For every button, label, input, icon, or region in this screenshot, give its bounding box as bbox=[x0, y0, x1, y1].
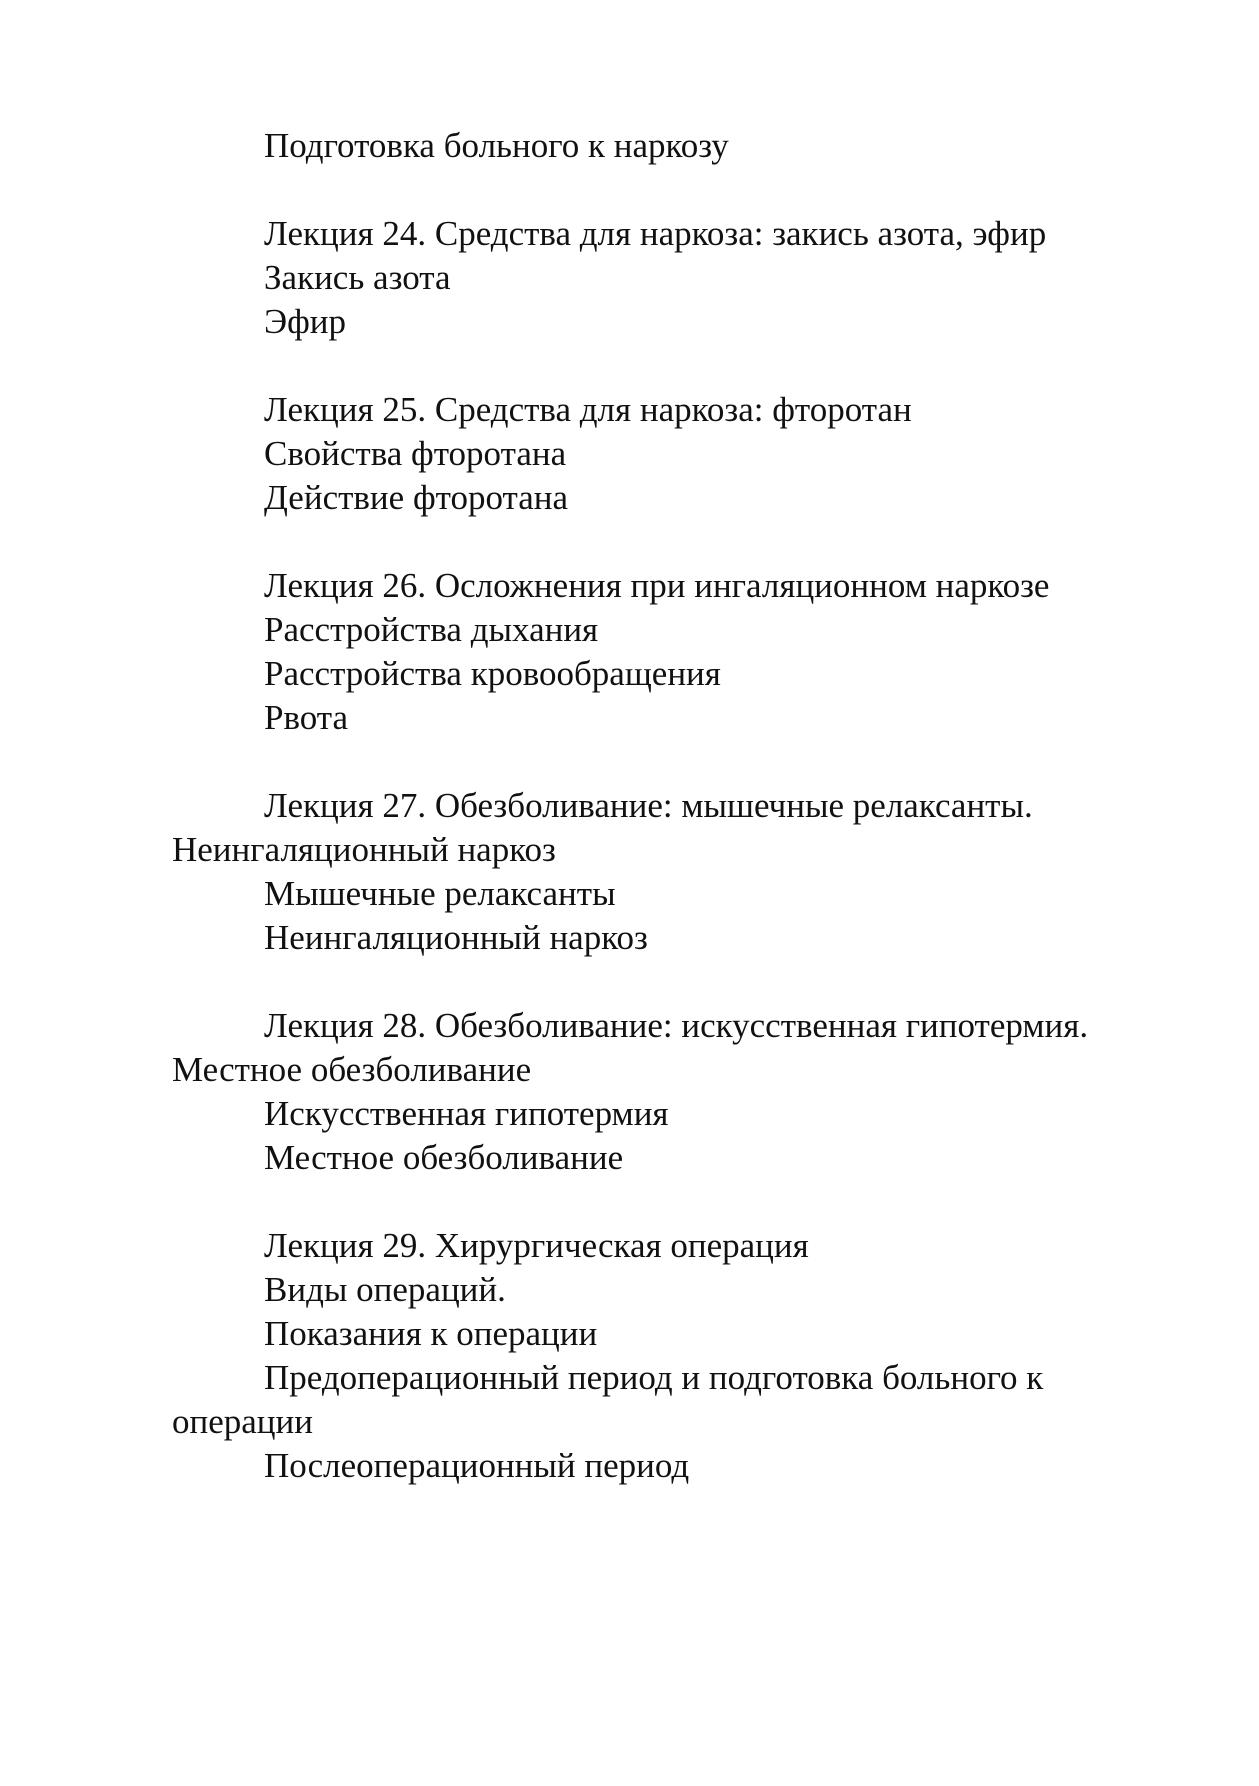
topic-line: Искусственная гипотермия bbox=[264, 1094, 669, 1133]
topic-line: Послеоперационный период bbox=[264, 1446, 690, 1485]
topic-line: Свойства фторотана bbox=[264, 434, 567, 473]
lecture-heading-29: Лекция 29. Хирургическая операция bbox=[264, 1226, 809, 1265]
topic-line: Эфир bbox=[264, 302, 347, 341]
section-line: Подготовка больного к наркозу bbox=[264, 126, 729, 165]
spacer bbox=[172, 520, 1132, 564]
spacer bbox=[172, 740, 1132, 784]
topic-line: Предоперационный период и подготовка больного к операции bbox=[172, 1358, 1044, 1441]
topic-line: Действие фторотана bbox=[264, 478, 569, 517]
lecture-heading-26: Лекция 26. Осложнения при ингаляционном наркозе bbox=[264, 566, 1050, 605]
lecture-heading-27: Лекция 27. Обезболивание: мышечные релаксанты. Неингаляционный наркоз bbox=[172, 786, 1033, 869]
spacer bbox=[172, 1180, 1132, 1224]
topic-line: Расстройства дыхания bbox=[264, 610, 599, 649]
spacer bbox=[172, 168, 1132, 212]
spacer bbox=[172, 344, 1132, 388]
lecture-heading-24: Лекция 24. Средства для наркоза: закись азота, эфир bbox=[264, 214, 1047, 253]
topic-line: Неингаляционный наркоз bbox=[264, 918, 648, 957]
topic-line: Рвота bbox=[264, 698, 349, 737]
topic-line: Показания к операции bbox=[264, 1314, 598, 1353]
lecture-heading-25: Лекция 25. Средства для наркоза: фторотан bbox=[264, 390, 912, 429]
topic-line: Мышечные релаксанты bbox=[264, 874, 616, 913]
topic-line: Виды операций. bbox=[264, 1270, 506, 1309]
lecture-heading-28: Лекция 28. Обезболивание: искусственная гипотермия. Местное обезболивание bbox=[172, 1006, 1089, 1089]
topic-line: Расстройства кровообращения bbox=[264, 654, 721, 693]
topic-line: Местное обезболивание bbox=[264, 1138, 624, 1177]
document-body bbox=[172, 124, 1132, 1488]
spacer bbox=[172, 960, 1132, 1004]
topic-line: Закись азота bbox=[264, 258, 451, 297]
